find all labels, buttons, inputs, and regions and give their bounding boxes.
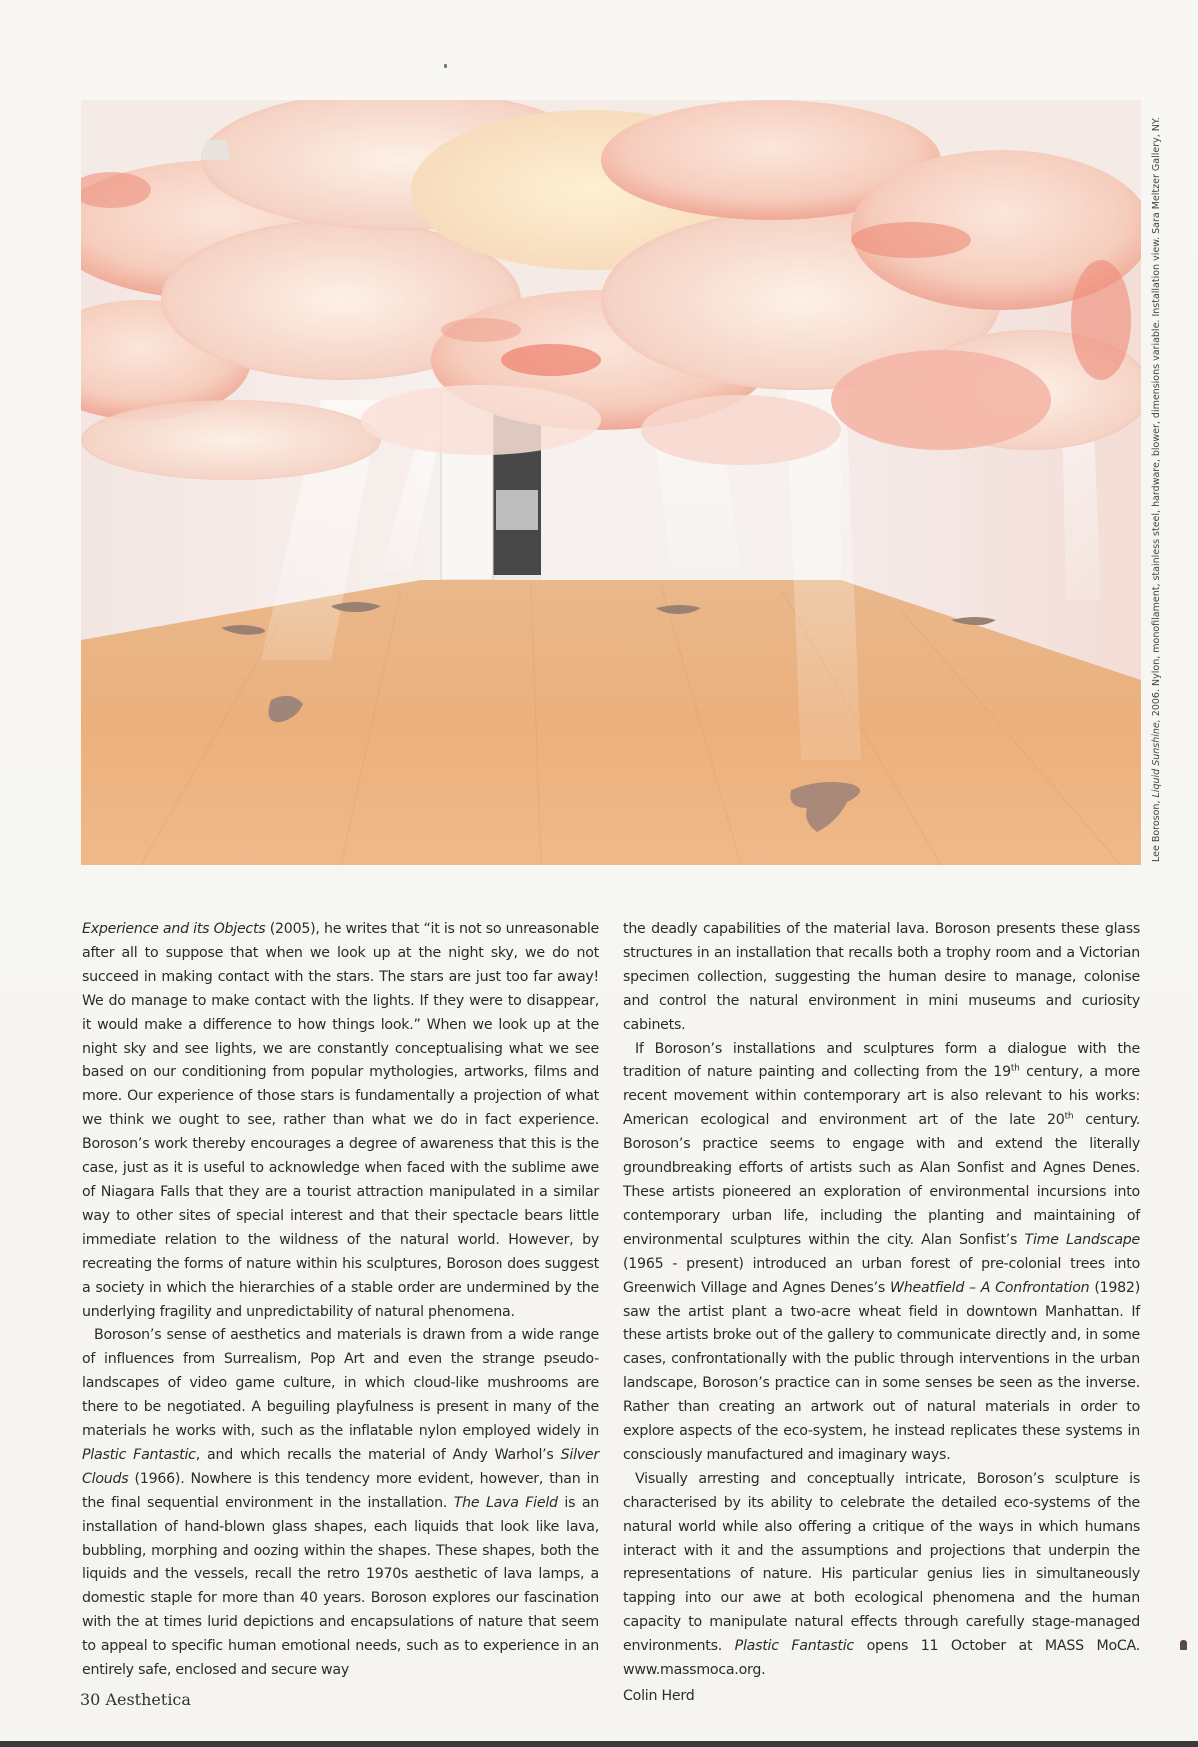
- paragraph-text: (1982) saw the artist plant a two-acre wheat field in downtown Manhattan. If these artists broke out of the gallery to communicate directly and, in some cases, confrontationally with the public through interventions in the urban landscape, Boroson’s practice can in some senses be seen as the inverse. Rather than creating an artwork out of natural materials in order to explore aspects of the eco-system, he instead replicates these systems in consciously manufactured and imaginary ways.: [623, 1279, 1140, 1463]
- work-title: Experience and its Objects: [82, 921, 266, 937]
- photo-caption-text: [1150, 117, 1164, 862]
- paragraph-text: (1965 - present) introduced an urban forest of pre-colonial trees into Greenwich Village and Agnes Denes’s: [623, 1255, 1140, 1296]
- paragraph: [623, 918, 1140, 1038]
- installation-photo-drawing: [81, 100, 1141, 865]
- paragraph: [623, 1038, 1140, 1468]
- author-byline: Colin Herd: [623, 1688, 695, 1704]
- work-title: Silver Clouds: [82, 1446, 599, 1487]
- ordinal-suffix: th: [1010, 1063, 1020, 1074]
- photo-caption: [1150, 117, 1164, 862]
- paragraph: [82, 918, 599, 1324]
- caption-details: 2006. Nylon, monofilament, stainless steel, hardware, blower, dimensions variable. Installation view. Sara Meltzer Gallery, NY.: [1151, 117, 1162, 717]
- ordinal-suffix: th: [1064, 1111, 1074, 1122]
- paragraph: [623, 1468, 1140, 1683]
- paragraph-text: the deadly capabilities of the material lava. Boroson presents these glass structures in an installation that recalls both a trophy room and a Victorian specimen collection, suggesting the human desire to manage, colonise and control the natural environment in mini museums and curiosity cabinets.: [623, 921, 1140, 1033]
- work-title: Plastic Fantastic: [734, 1638, 854, 1655]
- paragraph-text: If Boroson’s installations and sculptures form a dialogue with the tradition of nature painting and collecting from the 19: [623, 1040, 1140, 1081]
- article-column-left: [82, 918, 599, 1683]
- paragraph-text: is an installation of hand-blown glass shapes, each liquids that look like lava, bubbling, morphing and oozing within the shapes. These shapes, both the liquids and the vessels, recall the retro 1970s aesthetic of lava lamps, a domestic staple for more than 40 years. Boroson explores our fascination with the at times lurid depictions and encapsulations of nature that seem to appeal to specific human emotional needs, such as to experience in an entirely safe, enclosed and secure way: [82, 1494, 600, 1679]
- scan-speck: [1180, 1640, 1187, 1650]
- paragraph-text: opens 11 October at MASS MoCA. www.massmoca.org.: [623, 1638, 1141, 1679]
- installation-photo: [81, 100, 1141, 865]
- paragraph-text: , and which recalls the material of Andy Warhol’s: [195, 1446, 554, 1463]
- caption-title: Liquid Sunshine,: [1151, 719, 1162, 798]
- caption-artist: Lee Boroson,: [1151, 800, 1162, 862]
- work-title: Wheatfield – A Confrontation: [889, 1279, 1090, 1296]
- paragraph-text: century. Boroson’s practice seems to engage with and extend the literally groundbreaking efforts of artists such as Alan Sonfist and Agnes Denes. These artists pioneered an exploration of environmental incursions into contemporary urban life, including the planting and maintaining of environmental sculptures within the city. Alan Sonfist’s: [623, 1112, 1140, 1248]
- paragraph-text: Visually arresting and conceptually intricate, Boroson’s sculpture is characterised by its ability to celebrate the detailed eco-systems of the natural world while also offering a critique of the ways in which humans interact with it and the assumptions and projections that underpin the representations of nature. His particular genius lies in simultaneously tapping into our awe at both ecological phenomena and the human capacity to manipulate natural effects through carefully stage-managed environments.: [623, 1470, 1140, 1655]
- work-title: Plastic Fantastic: [82, 1446, 196, 1463]
- work-title: Time Landscape: [1024, 1231, 1140, 1248]
- paragraph-text: (1966). Nowhere is this tendency more evident, however, than in the final sequential environment in the installation.: [82, 1470, 599, 1511]
- paragraph-text: Boroson’s sense of aesthetics and materials is drawn from a wide range of influences from Surrealism, Pop Art and even the strange pseudo-landscapes of video game culture, in which cloud-like mushrooms are there to be negotiated. A beguiling playfulness is present in many of the materials he works with, such as the inflatable nylon employed widely in: [82, 1327, 599, 1440]
- paragraph-text: century, a more recent movement within contemporary art is also relevant to his works: American ecological and environment art of the late 20: [623, 1064, 1141, 1129]
- article-column-right: [623, 918, 1140, 1709]
- paragraph: [82, 1324, 599, 1683]
- paragraph-text: (2005), he writes that “it is not so unreasonable after all to suppose that when we look up at the night sky, we do not succeed in making contact with the stars. The stars are just too far away! We do manage to make contact with the lights. If they were to disappear, it would make a difference to how things look.” When we look up at the night sky and see lights, we are constantly conceptualising what we see based on our conditioning from popular mythologies, artworks, films and more. Our experience of those stars is fundamentally a projection of what we think we ought to see, rather than what we do in fact experience. Boroson’s work thereby encourages a degree of awareness that this is the case, just as it is useful to acknowledge when faced with the sublime awe of Niagara Falls that they are a tourist attraction manipulated in a similar way to other sites of special interest and that their spectacle bears little immediate relation to the wildness of the natural world. However, by recreating the forms of nature within his sculptures, Boroson does suggest a society in which the hierarchies of a stable order are undermined by the underlying fragility and unpredictability of natural phenomena.: [82, 921, 599, 1320]
- work-title: The Lava Field: [453, 1494, 558, 1511]
- scan-speck: [444, 64, 447, 68]
- scan-edge: [0, 1741, 1198, 1747]
- page-folio: 30 Aesthetica: [80, 1690, 191, 1709]
